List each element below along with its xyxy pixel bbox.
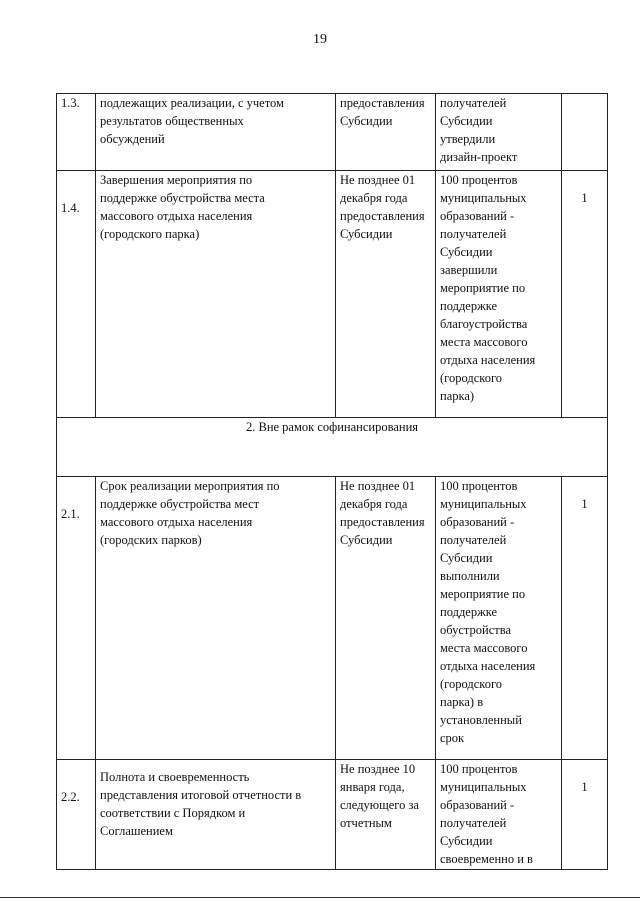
term-cell: Не позднее 01 декабря года предоставления Субсидии (336, 171, 436, 418)
table-row (57, 760, 608, 870)
value-cell (562, 94, 608, 171)
term-cell: Не позднее 10 января года, следующего за отчетным (336, 760, 436, 870)
table-row (57, 94, 608, 171)
target-cell: 100 процентов муниципальных образований - получателей Субсидии выполнили мероприятие по поддержке обустройства места массового отдыха населения (городского парка) в установленный срок (436, 477, 562, 760)
section-title: 2. Вне рамок софинансирования (57, 418, 608, 477)
target-cell: получателей Субсидии утвердили дизайн-проект (436, 94, 562, 171)
row-number: 2.1. (57, 477, 96, 760)
value-cell: 1 (562, 171, 608, 418)
value-cell: 1 (562, 760, 608, 870)
section-row (57, 418, 608, 477)
page-bottom-edge (0, 897, 640, 898)
indicator-cell: Завершения мероприятия по поддержке обустройства места массового отдыха населения (городского парка) (96, 171, 336, 418)
page-number: 19 (313, 32, 327, 47)
value-cell: 1 (562, 477, 608, 760)
target-cell: 100 процентов муниципальных образований - получателей Субсидии своевременно и в (436, 760, 562, 870)
row-number: 1.3. (57, 94, 96, 171)
indicator-cell: Полнота и своевременность представления итоговой отчетности в соответствии с Порядком и Соглашением (96, 760, 336, 870)
indicators-table (56, 93, 608, 870)
table-row (57, 171, 608, 418)
indicator-cell: подлежащих реализации, с учетом результатов общественных обсуждений (96, 94, 336, 171)
target-cell: 100 процентов муниципальных образований - получателей Субсидии завершили мероприятие по поддержке благоустройства места массового отдыха населения (городского парка) (436, 171, 562, 418)
term-cell: предоставления Субсидии (336, 94, 436, 171)
table-row (57, 477, 608, 760)
term-cell: Не позднее 01 декабря года предоставления Субсидии (336, 477, 436, 760)
row-number: 2.2. (57, 760, 96, 870)
indicator-cell: Срок реализации мероприятия по поддержке обустройства мест массового отдыха населения (городских парков) (96, 477, 336, 760)
row-number: 1.4. (57, 171, 96, 418)
